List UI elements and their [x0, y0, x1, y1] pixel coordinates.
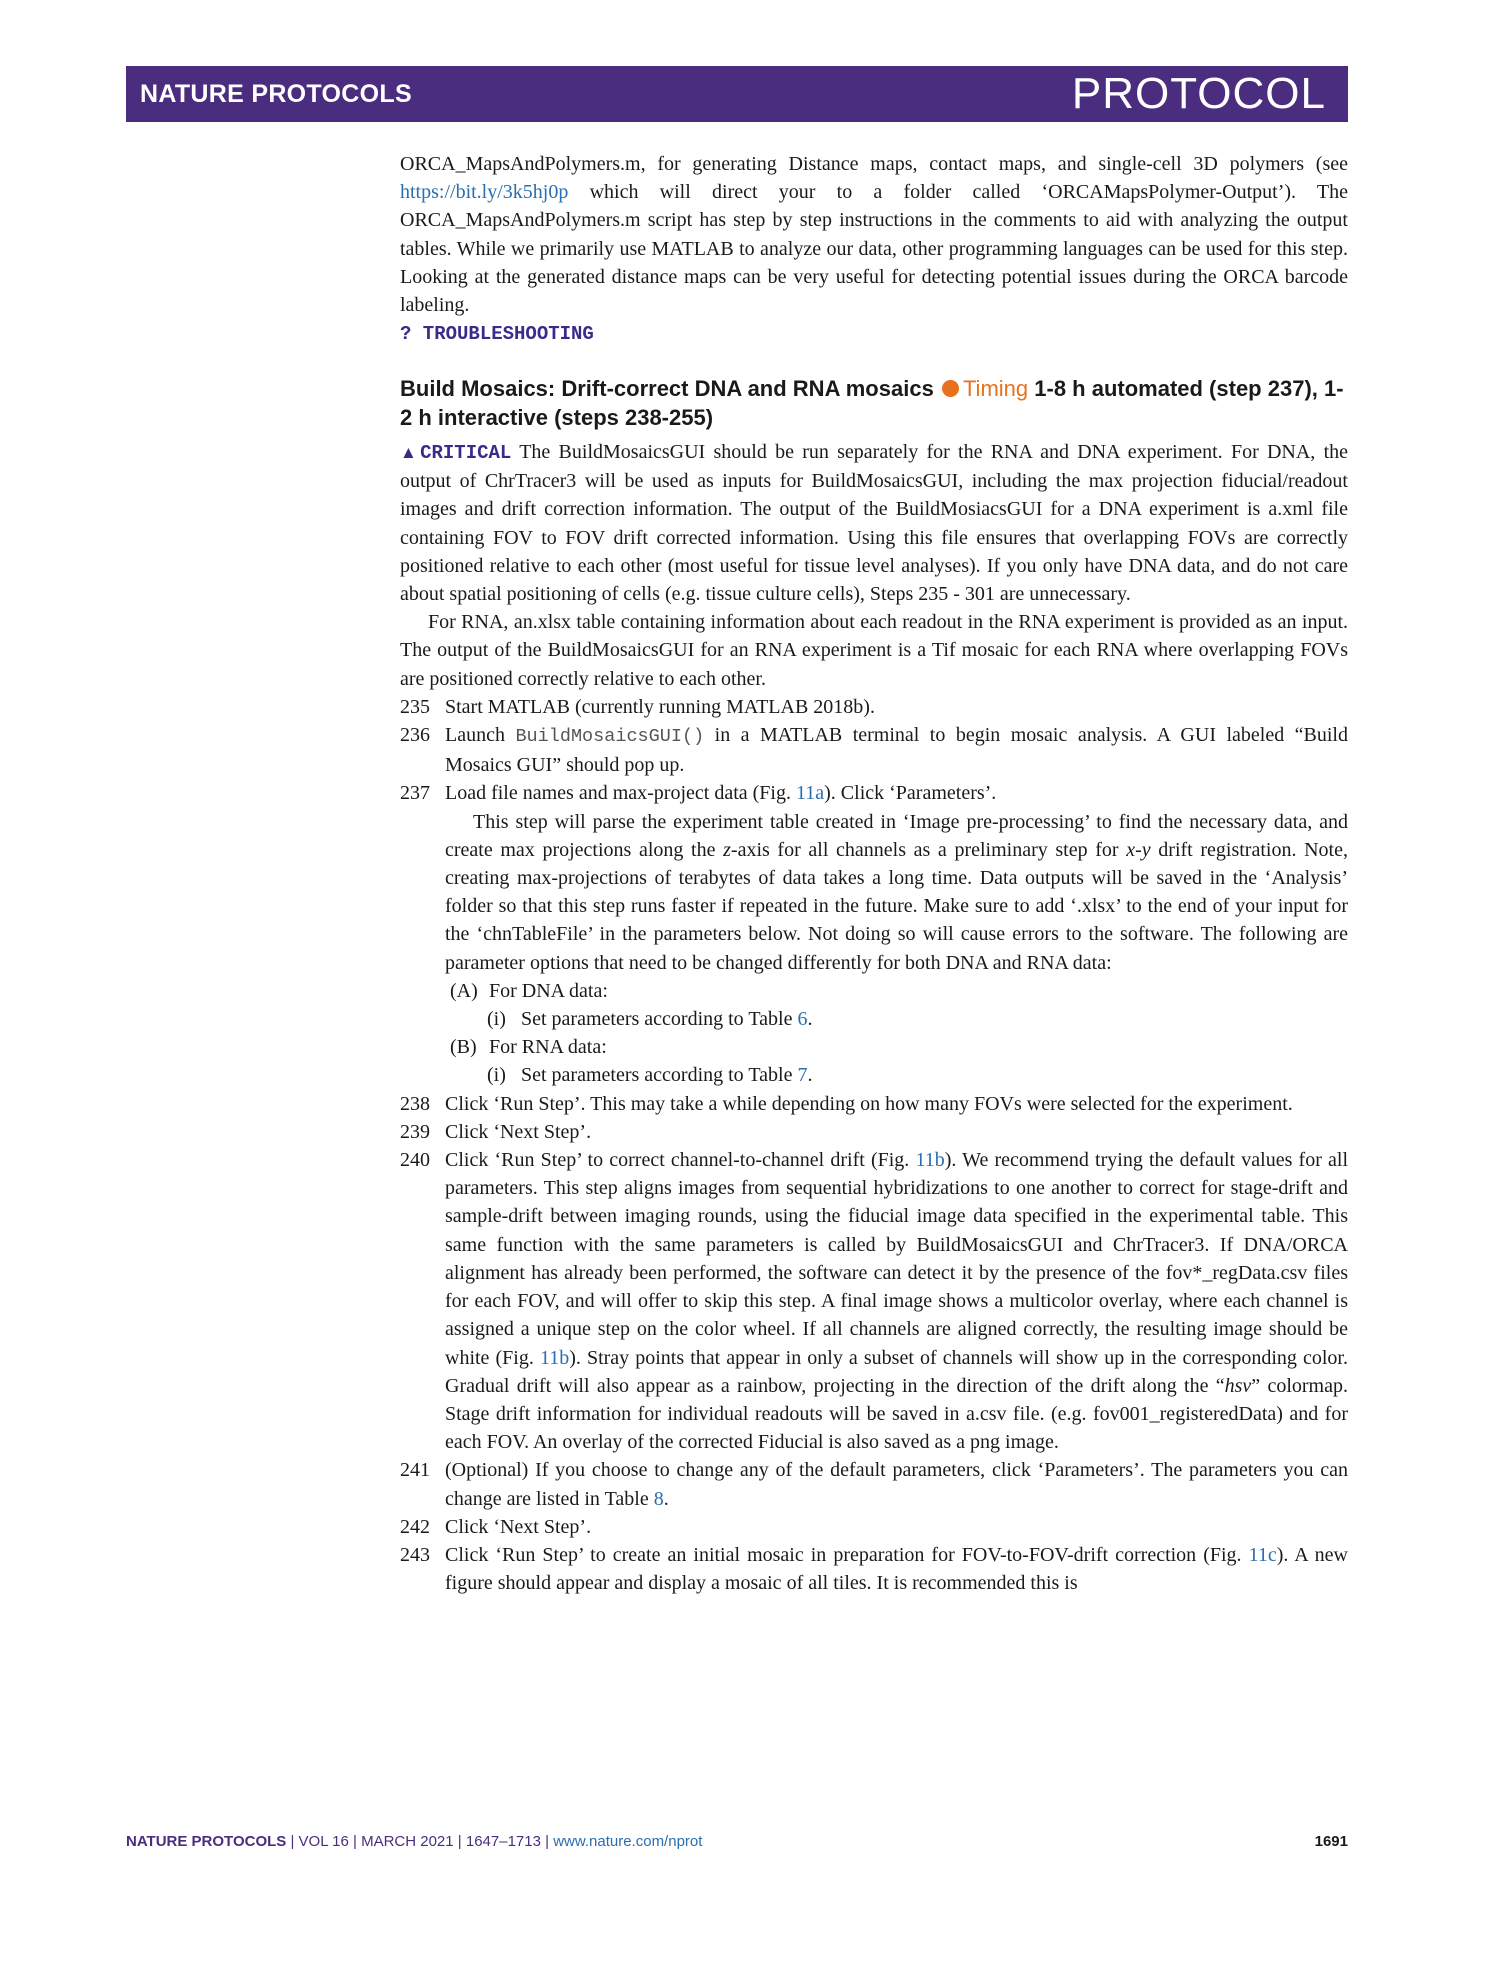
section-body	[400, 438, 1348, 1597]
step-237: 237 Load file names and max-project data (Fig. 11a). Click ‘Parameters’. This step will parse the experiment table created in ‘Image pre-processing’ to find the necessary data, and create max projections along the z-axis for all channels as a preliminary step for x-y drift registration. Note, creating max-projections of terabytes of data takes a long time. Data outputs will be saved in the ‘Analysis’ folder so that this step runs faster if repeated in the future. Make sure to add ‘.xlsx’ to the end of your input for the ‘chnTableFile’ in the parameters below. Not doing so will cause errors to the software. The following are parameter options that need to be changed differently for both DNA and RNA data: (A) For DNA data: (i) Set parameters according to Table 6. (B) For RNA data: (i) Set parameters according to Table 7.	[400, 779, 1348, 1089]
polymer-folder-link[interactable]: https://bit.ly/3k5hj0p	[400, 181, 569, 204]
gui-command: BuildMosaicsGUI()	[515, 726, 705, 748]
step-236: 236 Launch BuildMosaicsGUI() in a MATLAB terminal to begin mosaic analysis. A GUI labeled “Build Mosaics GUI” should pop up.	[400, 724, 1348, 777]
troubleshooting-marker: ? TROUBLESHOOTING	[400, 323, 594, 346]
option-a-i: (i) Set parameters according to Table 6.	[487, 1008, 813, 1031]
critical-triangle-icon: ▲	[400, 443, 421, 462]
step-235: 235 Start MATLAB (currently running MATLAB 2018b).	[400, 695, 875, 718]
step-238: 238 Click ‘Run Step’. This may take a while depending on how many FOVs were selected for the experiment.	[400, 1092, 1293, 1115]
fig-11c-link[interactable]: 11c	[1248, 1543, 1277, 1566]
table-7-link[interactable]: 7	[797, 1064, 808, 1087]
journal-name: NATURE PROTOCOLS	[140, 80, 412, 108]
footer-citation: NATURE PROTOCOLS | VOL 16 | MARCH 2021 | 1647–1713 | www.nature.com/nprot	[126, 1833, 703, 1850]
step-240: 240 Click ‘Run Step’ to correct channel-to-channel drift (Fig. 11b). We recommend trying the default values for all parameters. This step aligns images from sequential hybridizations to one another to correct for stage-drift and sample-drift between imaging rounds, using the fiducial image data specified in the experimental table. This same function with the same parameters is called by BuildMosaicsGUI and ChrTracer3. If DNA/ORCA alignment has already been performed, the software can detect it by the presence of the fov*_regData.csv files for each FOV, and will offer to skip this step. A final image shows a multicolor overlay, where each channel is assigned a unique step on the color wheel. If all channels are aligned correctly, the resulting image should be white (Fig. 11b). Stray points that appear in only a subset of channels will show up in the corresponding color. Gradual drift will also appear as a rainbow, projecting in the direction of the drift along the “hsv” colormap. Stage drift information for individual readouts will be saved in a.csv file. (e.g. fov001_registeredData) and for each FOV. An overlay of the corrected Fiducial is also saved as a png image.	[400, 1149, 1349, 1454]
page-number: 1691	[1314, 1833, 1348, 1850]
fig-11a-link[interactable]: 11a	[796, 782, 825, 805]
table-8-link[interactable]: 8	[653, 1487, 664, 1510]
section-heading: Build Mosaics: Drift-correct DNA and RNA mosaics Timing 1-8 h automated (step 237), 1-2 h interactive (steps 238-255)	[400, 376, 1344, 431]
intro-paragraph: ORCA_MapsAndPolymers.m, for generating Distance maps, contact maps, and single-cell 3D polymers (see https://bit.ly/3k5hj0p which will direct your to a folder called ‘ORCAMapsPolymer-Output’). The ORCA_MapsAndPolymers.m script has step by step instructions in the comments to aid with analyzing the output tables. While we primarily use MATLAB to analyze our data, other programming languages can be used for this step. Looking at the generated distance maps can be very useful for detecting potential issues during the ORCA barcode labeling.	[400, 153, 1348, 317]
option-b-i: (i) Set parameters according to Table 7.	[487, 1064, 813, 1087]
article-type: PROTOCOL	[1071, 69, 1326, 118]
table-6-link[interactable]: 6	[797, 1008, 808, 1031]
journal-url-link[interactable]: www.nature.com/nprot	[553, 1833, 703, 1850]
fig-11b-link[interactable]: 11b	[915, 1149, 945, 1172]
step-241: 241 (Optional) If you choose to change any of the default parameters, click ‘Parameters’. The parameters you can change are listed in Table 8.	[400, 1459, 1348, 1510]
step-242: 242 Click ‘Next Step’.	[400, 1515, 592, 1538]
critical-note: ▲CRITICAL The BuildMosaicsGUI should be run separately for the RNA and DNA experiment. For DNA, the output of ChrTracer3 will be used as inputs for BuildMosaicsGUI, including the max projection fiducial/readout images and drift correction information. The output of the BuildMosiacsGUI for a DNA experiment is a.xml file containing FOV to FOV drift corrected information. Using this file ensures that overlapping FOVs are correctly positioned relative to each other (most useful for tissue level analyses). If you only have DNA data, and do not care about spatial positioning of cells (e.g. tissue culture cells), Steps 235 - 301 are unnecessary.	[400, 441, 1349, 606]
step-243: 243 Click ‘Run Step’ to create an initial mosaic in preparation for FOV-to-FOV-drift correction (Fig. 11c). A new figure should appear and display a mosaic of all tiles. It is recommended this is	[400, 1543, 1348, 1595]
rna-paragraph: For RNA, an.xlsx table containing information about each readout in the RNA experiment is provided as an input. The output of the BuildMosaicsGUI for an RNA experiment is a Tif mosaic for each RNA where overlapping FOVs are positioned correctly relative to each other.	[400, 611, 1348, 690]
timing-dot-icon	[942, 380, 959, 397]
step-239: 239 Click ‘Next Step’.	[400, 1120, 592, 1143]
journal-banner	[126, 66, 1348, 122]
option-b: (B) For RNA data:	[450, 1036, 607, 1059]
option-a: (A) For DNA data:	[450, 979, 608, 1002]
page-body	[400, 150, 1348, 432]
fig-11b-link-2[interactable]: 11b	[539, 1346, 570, 1369]
